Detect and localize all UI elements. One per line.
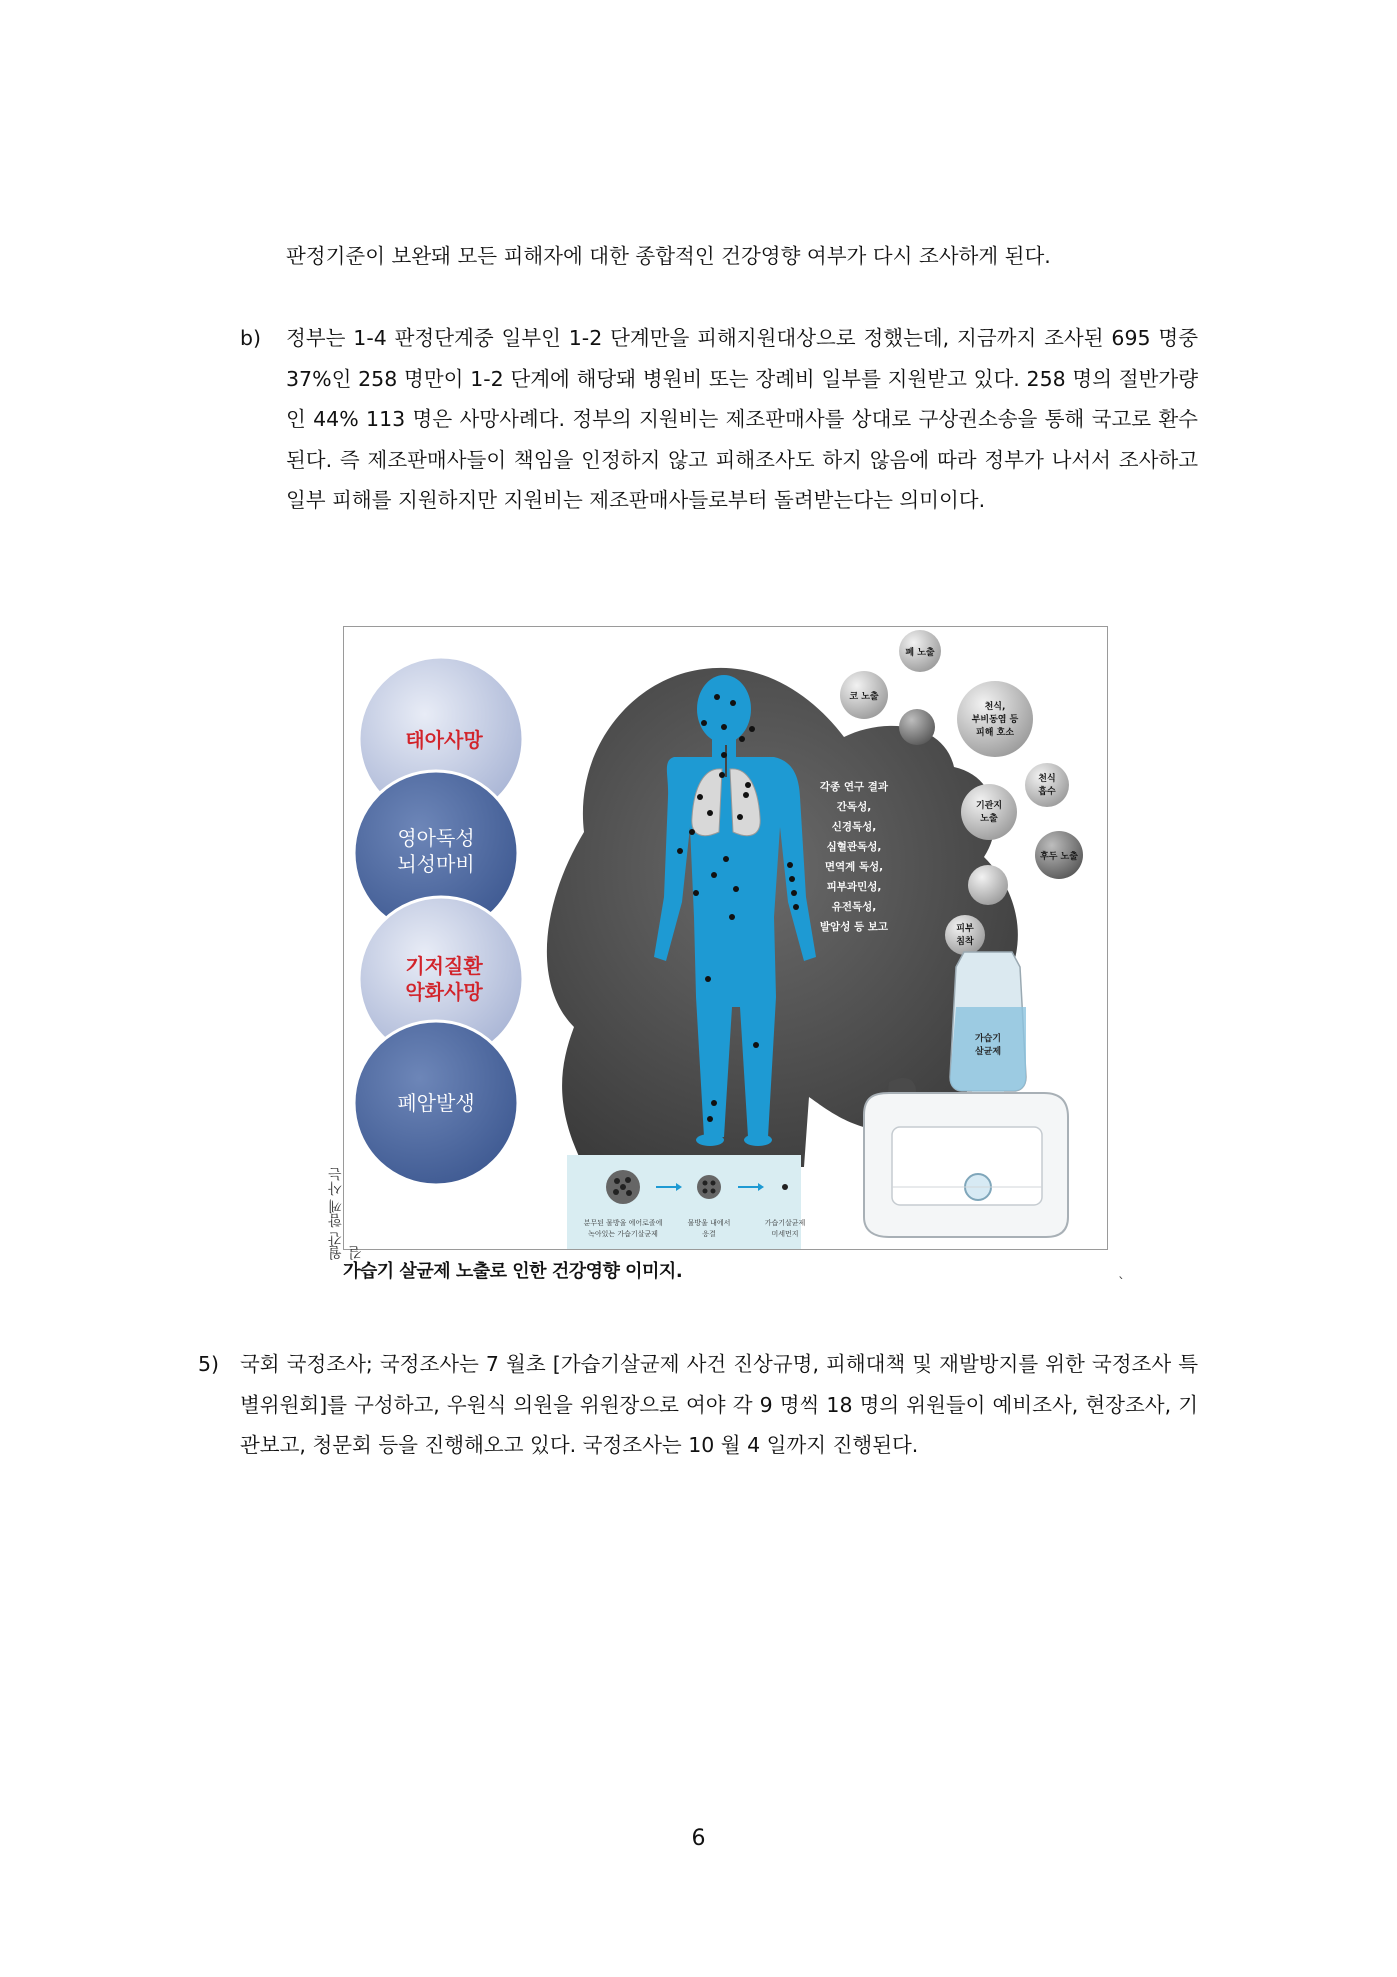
svg-text:신경독성,: 신경독성, bbox=[831, 821, 877, 833]
svg-text:심혈관독성,: 심혈관독성, bbox=[826, 841, 882, 853]
svg-text:흡수: 흡수 bbox=[1038, 787, 1056, 797]
list-marker-5: 5) bbox=[198, 1352, 220, 1376]
svg-text:폐 노출: 폐 노출 bbox=[905, 648, 935, 658]
svg-text:피해 호소: 피해 호소 bbox=[976, 728, 1014, 738]
svg-text:분무된 물방울 에어로졸에: 분무된 물방울 에어로졸에 bbox=[583, 1219, 663, 1227]
figure-caption: 가습기 살균제 노출로 인한 건강영향 이미지. bbox=[343, 1261, 683, 1282]
paragraph-continuation: 판정기준이 보완돼 모든 피해자에 대한 종합적인 건강영향 여부가 다시 조사하게 된다. bbox=[286, 244, 1051, 268]
svg-text:천식: 천식 bbox=[1038, 774, 1056, 784]
svg-text:침착: 침착 bbox=[956, 937, 974, 947]
svg-text:각종 연구 결과: 각종 연구 결과 bbox=[819, 781, 889, 793]
list-marker-b: b) bbox=[240, 326, 262, 350]
paragraph-item-5: 국회 국정조사; 국정조사는 7 월초 [가습기살균제 사건 진상규명, 피해대책 및 재발방지를 위한 국정조사 특별위원회]를 구성하고, 우원식 의원을 위원장으로 여야 각 9 명씩 18 명의 위원들이 예비조사, 현장조사, 기관보고, 청문회 등을 진행해오고 있다. 국정조사는 10 월 4 일까지 진행된다. bbox=[240, 1352, 1198, 1457]
stray-mark: ` bbox=[1118, 1276, 1125, 1292]
circle-label-aggravated-death: 악화사망 bbox=[405, 980, 483, 1004]
circle-label-infant-toxicity: 영아독성 bbox=[397, 826, 475, 850]
svg-text:유전독성,: 유전독성, bbox=[831, 901, 877, 913]
figure-credit: 월간 함께 사는 길 bbox=[328, 1167, 364, 1260]
svg-text:미세먼지: 미세먼지 bbox=[771, 1230, 799, 1238]
svg-text:부비동염 등: 부비동염 등 bbox=[971, 715, 1019, 725]
svg-text:피부: 피부 bbox=[956, 924, 974, 934]
svg-text:노출: 노출 bbox=[980, 814, 998, 824]
svg-text:간독성,: 간독성, bbox=[836, 801, 872, 813]
svg-text:물방울 내에서: 물방울 내에서 bbox=[687, 1219, 731, 1227]
svg-text:면역계 독성,: 면역계 독성, bbox=[824, 861, 884, 873]
circle-label-fetal-death: 태아사망 bbox=[405, 728, 483, 752]
svg-text:기관지: 기관지 bbox=[975, 801, 1003, 811]
bottle-label: 가습기 bbox=[974, 1034, 1002, 1044]
svg-text:발암성 등 보고: 발암성 등 보고 bbox=[819, 921, 889, 933]
svg-text:녹아있는 가습기살균제: 녹아있는 가습기살균제 bbox=[588, 1230, 658, 1238]
left-circles bbox=[354, 657, 523, 1185]
svg-text:가습기살균제: 가습기살균제 bbox=[764, 1219, 806, 1227]
svg-text:피부과민성,: 피부과민성, bbox=[826, 881, 882, 893]
health-effects-figure bbox=[343, 626, 1108, 1250]
svg-text:코 노출: 코 노출 bbox=[849, 692, 879, 702]
process-panel bbox=[567, 1155, 805, 1249]
svg-text:응결: 응결 bbox=[702, 1230, 716, 1238]
circle-label-underlying-disease: 기저질환 bbox=[405, 954, 483, 978]
circle-label-cerebral-palsy: 뇌성마비 bbox=[397, 852, 475, 876]
svg-text:살균제: 살균제 bbox=[974, 1047, 1002, 1057]
circle-label-lung-cancer: 폐암발생 bbox=[397, 1091, 475, 1115]
page-number: 6 bbox=[691, 1826, 706, 1851]
svg-text:천식,: 천식, bbox=[984, 702, 1006, 712]
svg-text:후두 노출: 후두 노출 bbox=[1040, 852, 1078, 862]
paragraph-item-b: 정부는 1-4 판정단계중 일부인 1-2 단계만을 피해지원대상으로 정했는데, 지금까지 조사된 695 명중 37%인 258 명만이 1-2 단계에 해당돼 병원비 또는 장례비 일부를 지원받고 있다. 258 명의 절반가량인 44% 113 명은 사망사례다. 정부의 지원비는 제조판매사를 상대로 구상권소송을 통해 국고로 환수된다. 즉 제조판매사들이 책임을 인정하지 않고 피해조사도 하지 않음에 따라 정부가 나서서 조사하고 일부 피해를 지원하지만 지원비는 제조판매사들로부터 돌려받는다는 의미이다. bbox=[286, 326, 1198, 512]
